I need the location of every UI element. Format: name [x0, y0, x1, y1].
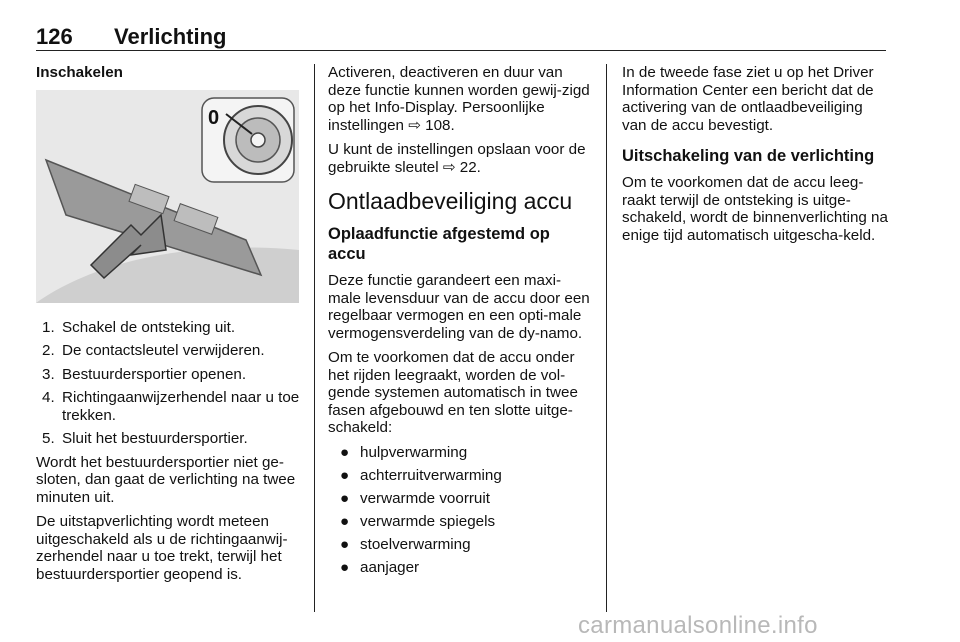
subsection-title: Uitschakeling van de verlichting	[622, 147, 875, 165]
turn-signal-lever-illustration	[36, 90, 299, 303]
paragraph: In de tweede fase ziet u op het Driver Information Center een bericht dat de activering van de ontlaadbeveiliging van de accu bevestigt.	[622, 64, 874, 134]
page-title: Verlichting	[114, 24, 227, 49]
svg-text:0: 0	[208, 106, 220, 129]
page-number: 126	[36, 24, 73, 49]
subsection-title: Oplaadfunctie afgestemd op accu	[328, 225, 550, 263]
list-item: 4. Richtingaanwijzerhendel naar u toe trekken.	[42, 389, 300, 424]
column-right	[622, 64, 890, 251]
bullet-icon: ●	[340, 558, 350, 576]
list-item: 2. De contactsleutel verwijderen.	[42, 342, 265, 359]
list-item: ● verwarmde spiegels	[340, 512, 496, 530]
list-item: ● stoelverwarming	[340, 535, 471, 553]
bullet-icon: ●	[340, 466, 350, 484]
bullet-icon: ●	[340, 443, 350, 461]
bullet-icon: ●	[340, 512, 350, 530]
list-item: ● aanjager	[340, 558, 420, 576]
list-item: 5. Sluit het bestuurdersportier.	[42, 430, 248, 447]
paragraph: De uitstapverlichting wordt meteen uitgeschakeld als u de richtingaanwij-zerhendel naar u toe trekt, terwijl het bestuurdersportier geopend is.	[36, 513, 288, 583]
column-divider-left	[314, 64, 315, 612]
steps-list	[36, 319, 301, 448]
column-divider-right	[606, 64, 607, 612]
watermark: carmanualsonline.info	[578, 612, 818, 639]
list-item: 1. Schakel de ontsteking uit.	[42, 318, 236, 336]
paragraph: Activeren, deactiveren en duur van deze functie kunnen worden gewij-zigd op het Info-Display. Persoonlijke instellingen ⇨ 108.	[328, 64, 590, 134]
column-left	[36, 64, 301, 590]
list-item: ● verwarmde voorruit	[340, 489, 490, 507]
paragraph: Om te voorkomen dat de accu leeg-raakt terwijl de ontsteking is uitge-schakeld, wordt de binnenverlichting na enige tijd automatisch uitgescha-keld.	[622, 174, 888, 244]
paragraph: Wordt het bestuurdersportier niet ge-sloten, dan gaat de verlichting na twee minuten uit.	[36, 453, 296, 506]
list-item: ● hulpverwarming	[340, 443, 468, 461]
section-title: Ontlaadbeveiliging accu	[328, 188, 573, 214]
list-item: ● achterruitverwarming	[340, 466, 502, 484]
page-header	[36, 26, 886, 51]
paragraph: Deze functie garandeert een maxi-male levensduur van de accu door een regelbaar vermogen en een opti-male vermogensverdeling van de dy-namo.	[328, 272, 590, 342]
bullet-icon: ●	[340, 535, 350, 553]
subheading-inschakelen: Inschakelen	[36, 64, 123, 81]
column-middle	[328, 64, 592, 582]
list-item: 3. Bestuurdersportier openen.	[42, 365, 247, 383]
systems-list	[328, 444, 592, 577]
bullet-icon: ●	[340, 489, 350, 507]
paragraph: Om te voorkomen dat de accu onder het rijden leegraakt, worden de vol-gende systemen automatisch in twee fasen afgebouwd en ten slotte uitge-schakeld:	[328, 349, 578, 436]
paragraph: U kunt de instellingen opslaan voor de gebruikte sleutel ⇨ 22.	[328, 141, 586, 176]
